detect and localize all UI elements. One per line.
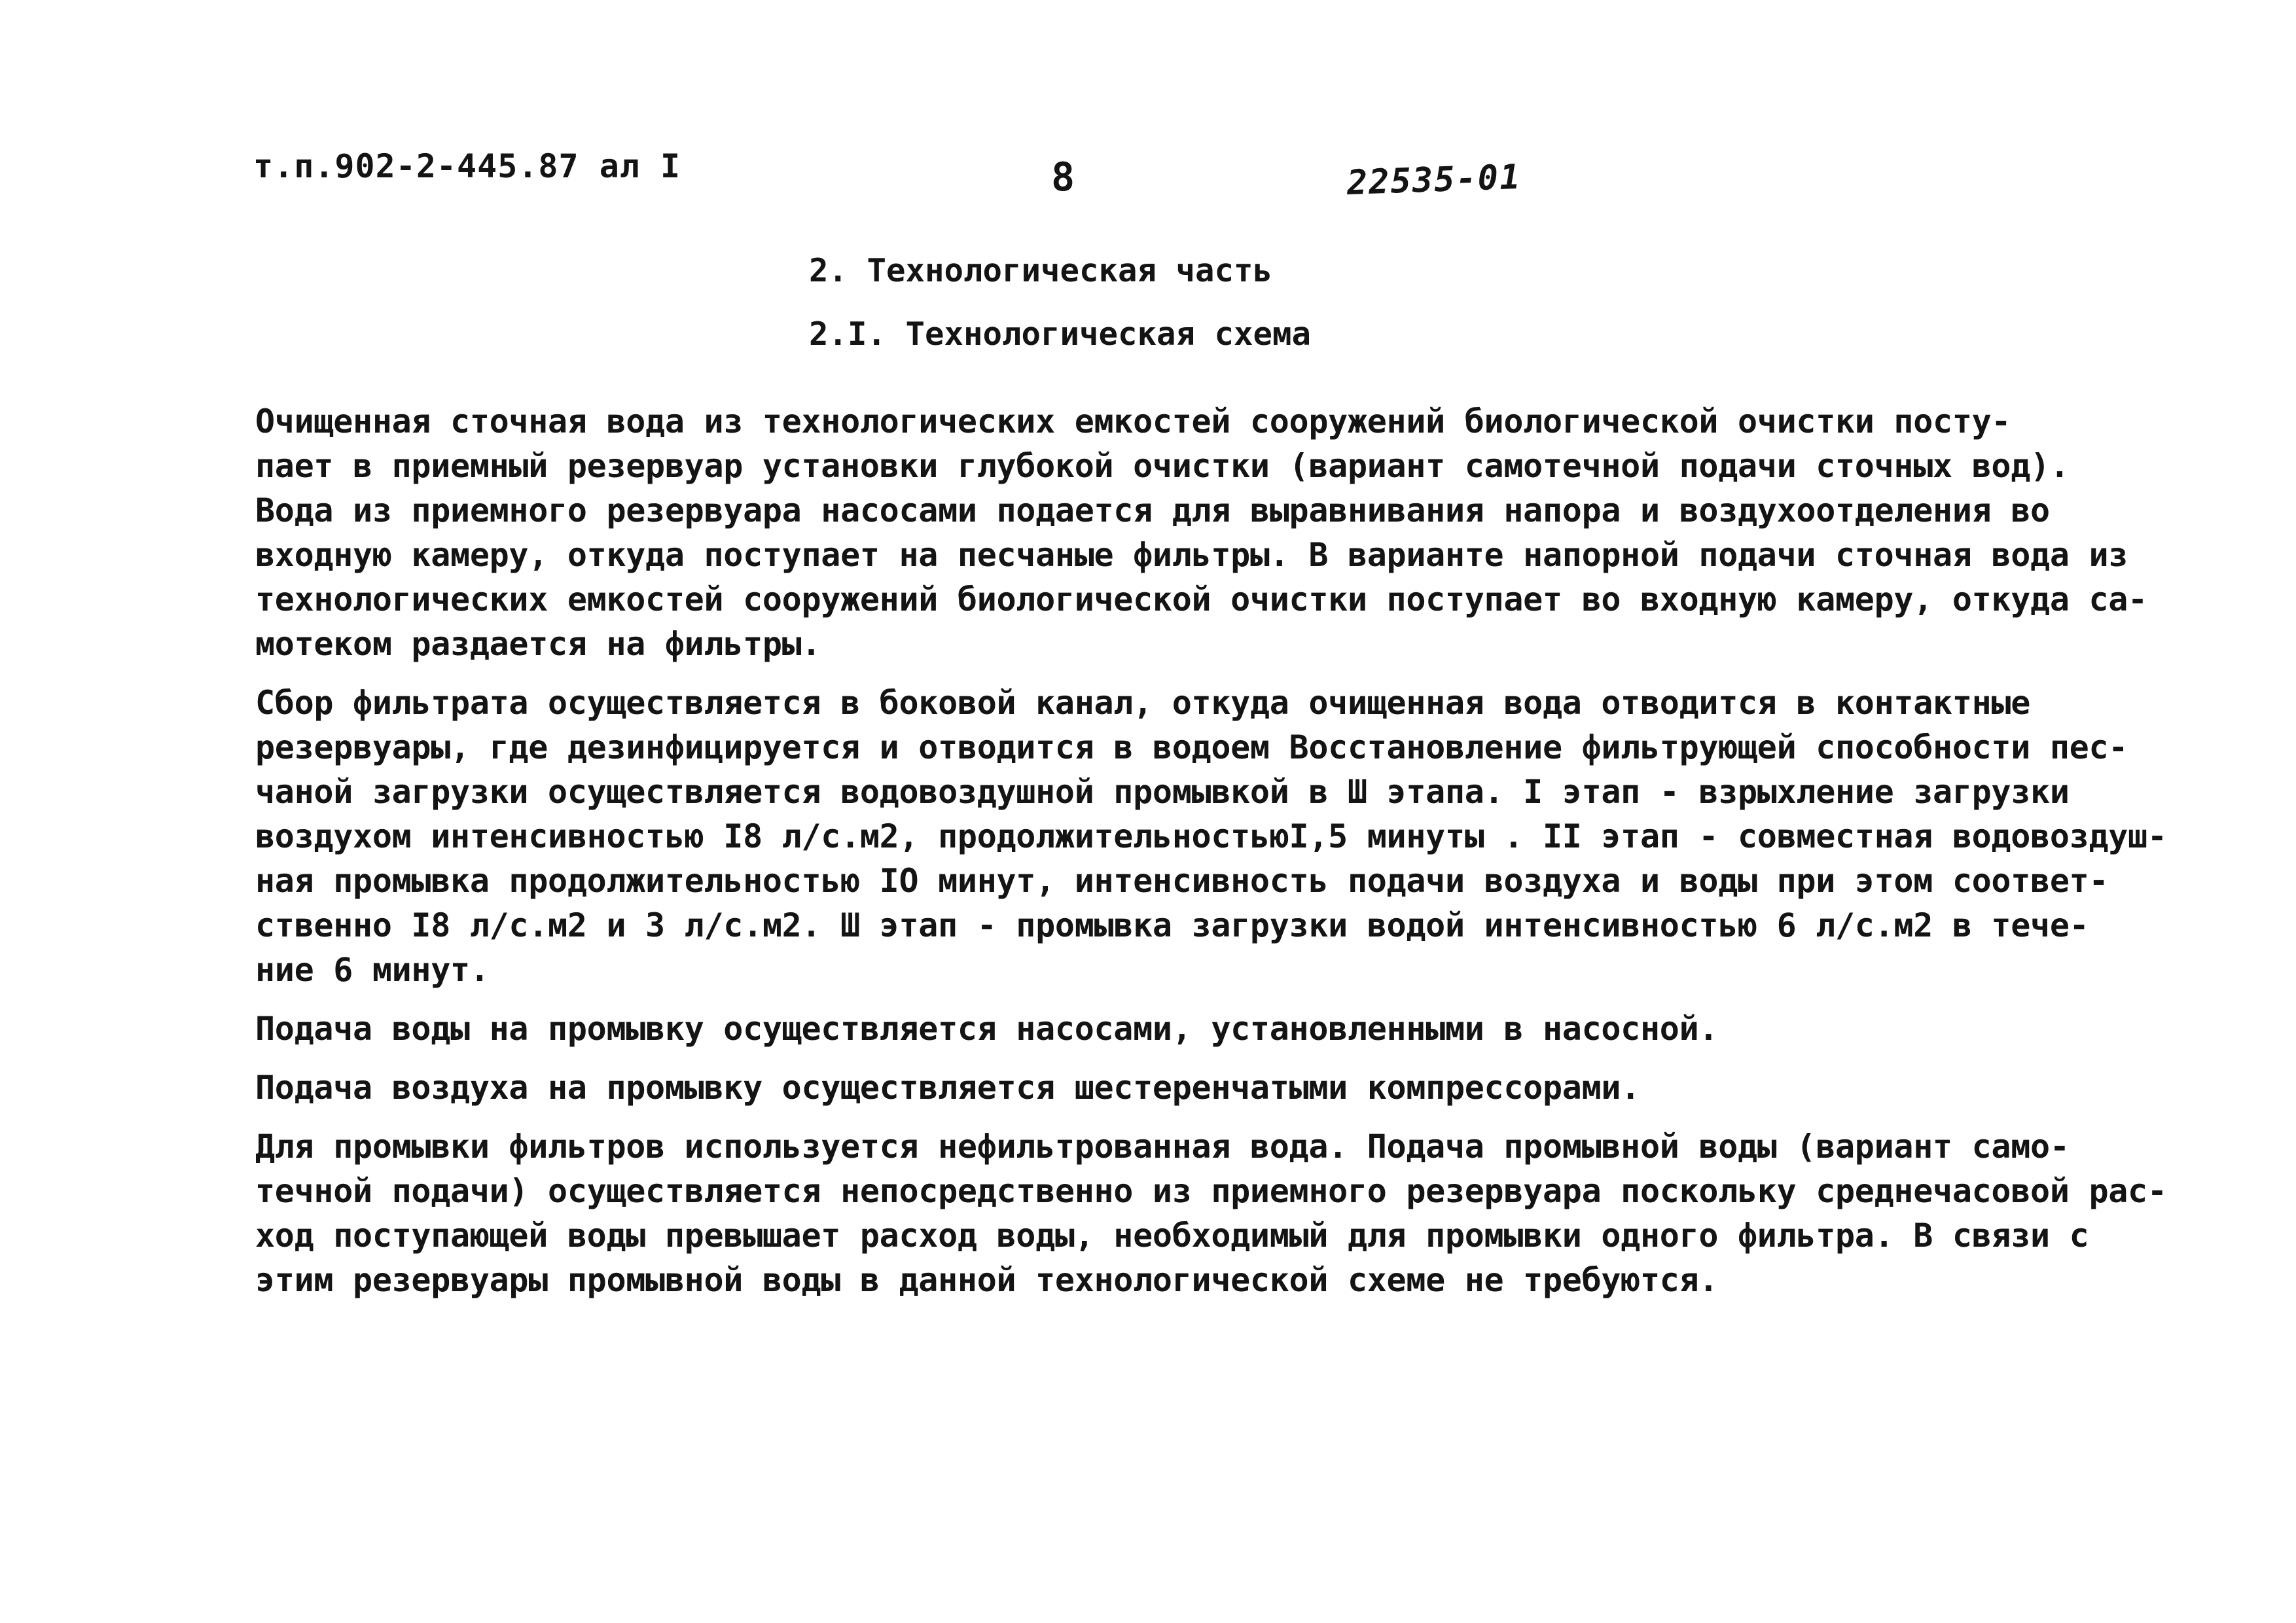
paragraph-3 [255, 1007, 2081, 1051]
text-line: резервуары, где дезинфицируется и отводится в водоем Восстановление фильтрующей способности пес- [255, 728, 2128, 766]
text-line: чаной загрузки осуществляется водовоздушной промывкой в Ш этапа. I этап - взрыхление загрузки [255, 773, 2070, 811]
body-text [255, 399, 2167, 1317]
subsection-title: 2.I. Технологическая схема [809, 315, 1312, 353]
document-code: т.п.902-2-445.87 ал I [253, 147, 681, 185]
text-line: ственно I8 л/с.м2 и 3 л/с.м2. Ш этап - промывка загрузки водой интенсивностью 6 л/с.м2 в тече- [255, 906, 2089, 944]
text-line: входную камеру, откуда поступает на песчаные фильтры. В варианте напорной подачи сточная вода из [255, 536, 2128, 574]
paragraph-4 [255, 1065, 2081, 1110]
text-line: Подача воздуха на промывку осуществляется шестеренчатыми компрессорами. [255, 1069, 1640, 1107]
text-line: ная промывка продолжительностью IO минут, интенсивность подачи воздуха и воды при этом соответ- [255, 862, 2109, 900]
handwritten-document-number: 22535-01 [1346, 157, 1522, 203]
text-line: Сбор фильтрата осуществляется в боковой канал, откуда очищенная вода отводится в контактные [255, 684, 2031, 722]
text-line: Подача воды на промывку осуществляется насосами, установленными в насосной. [255, 1010, 1719, 1048]
section-title: 2. Технологическая часть [809, 252, 1273, 289]
paragraph-2 [255, 681, 2167, 992]
text-line: технологических емкостей сооружений биологической очистки поступает во входную камеру, откуда са- [255, 580, 2147, 618]
page-number: 8 [1051, 154, 1075, 200]
paragraph-5 [255, 1124, 2167, 1302]
text-line: ние 6 минут. [255, 951, 490, 989]
text-line: Вода из приемного резервуара насосами подается для выравнивания напора и воздухоотделения во [255, 491, 2050, 529]
text-line: Очищенная сточная вода из технологических емкостей сооружений биологической очистки посту- [255, 402, 2011, 440]
text-line: пает в приемный резервуар установки глубокой очистки (вариант самотечной подачи сточных вод). [255, 447, 2070, 485]
text-line: Для промывки фильтров используется нефильтрованная вода. Подача промывной воды (вариант само- [255, 1128, 2070, 1166]
text-line: мотеком раздается на фильтры. [255, 625, 821, 663]
text-line: течной подачи) осуществляется непосредственно из приемного резервуара поскольку среднечасовой рас- [255, 1172, 2167, 1210]
text-line: ход поступающей воды превышает расход воды, необходимый для промывки одного фильтра. В связи с [255, 1217, 2089, 1255]
text-line: этим резервуары промывной воды в данной технологической схеме не требуются. [255, 1261, 1719, 1299]
paragraph-1 [255, 399, 2147, 666]
text-line: воздухом интенсивностью I8 л/с.м2, продолжительностьюI,5 минуты . II этап - совместная водовоздуш- [255, 817, 2167, 855]
